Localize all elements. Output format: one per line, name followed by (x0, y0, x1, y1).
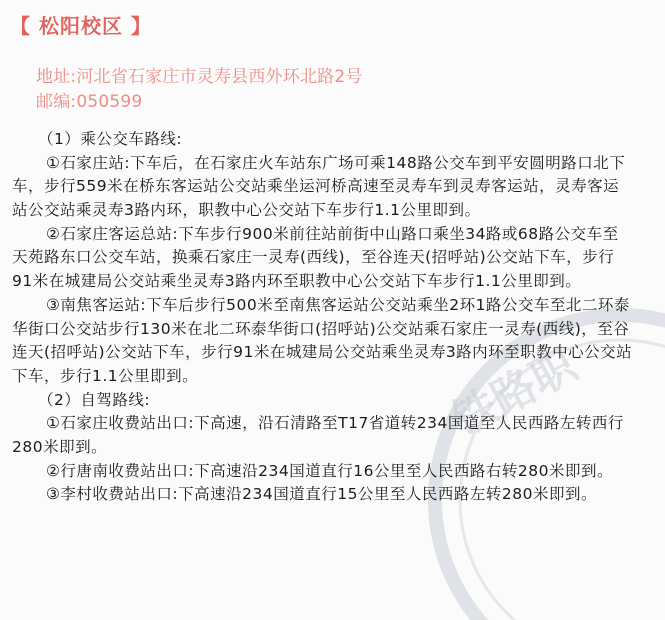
drive-route-3: ③李村收费站出口:下高速沿234国道直行15公里至人民西路左转280米即到。 (46, 485, 598, 504)
bus-route-1-line-2: 车，步行559米在桥东客运站公交站乘坐运河桥高速至灵寿车到灵寿客运站，灵寿客运 (12, 177, 620, 196)
bus-route-2-line-2: 天苑路东口公交车站，换乘石家庄一灵寿(西线)，至谷连天(招呼站)公交站下车，步行 (12, 248, 615, 267)
bus-route-2-line-3: 91米在城建局公交站乘坐灵寿3路内环至职教中心公交站下车步行1.1公里即到。 (12, 272, 582, 291)
campus-address: 地址:河北省石家庄市灵寿县西外环北路2号 (36, 67, 363, 87)
drive-route-1-line-2: 280米即到。 (12, 437, 108, 456)
bus-route-3-line-2: 华街口公交站步行130米在北二环泰华街口(招呼站)公交站乘石家庄一灵寿(西线)，至谷 (12, 319, 630, 338)
watermark-text: 铁路职 (444, 339, 585, 447)
bus-route-1-line-1: ①石家庄站:下车后，在石家庄火车站东广场可乘148路公交车到平安圆明路口北下 (46, 153, 626, 172)
bus-route-3-line-4: 下车，步行1.1公里即到。 (12, 366, 199, 385)
bus-route-1-line-3: 站公交站乘灵寿3路内环，职教中心公交站下车步行1.1公里即到。 (12, 201, 481, 220)
drive-route-2: ②行唐南收费站出口:下高速沿234国道直行16公里至人民西路右转280米即到。 (46, 461, 614, 480)
bus-section-heading: （1）乘公交车路线: (38, 130, 183, 148)
directions-body (12, 128, 660, 507)
bus-route-3-line-3: 连天(招呼站)公交站下车，步行91米在城建局公交站乘坐灵寿3路内环至职教中心公交站 (12, 343, 633, 362)
drive-section-heading: （2）自驾路线: (38, 390, 151, 409)
bus-route-2-line-1: ②石家庄客运总站:下车步行900米前往站前街中山路口乘坐34路或68路公交车至 (46, 224, 619, 243)
drive-route-1-line-1: ①石家庄收费站出口:下高速，沿石清路至T17省道转234国道至人民西路左转西行 (46, 414, 624, 433)
bus-route-3-line-1: ③南焦客运站:下车后步行500米至南焦客运站公交站乘坐2环1路公交车至北二环泰 (46, 295, 630, 314)
campus-postcode: 邮编:050599 (36, 92, 143, 112)
campus-title: 【 松阳校区 】 (10, 14, 152, 38)
